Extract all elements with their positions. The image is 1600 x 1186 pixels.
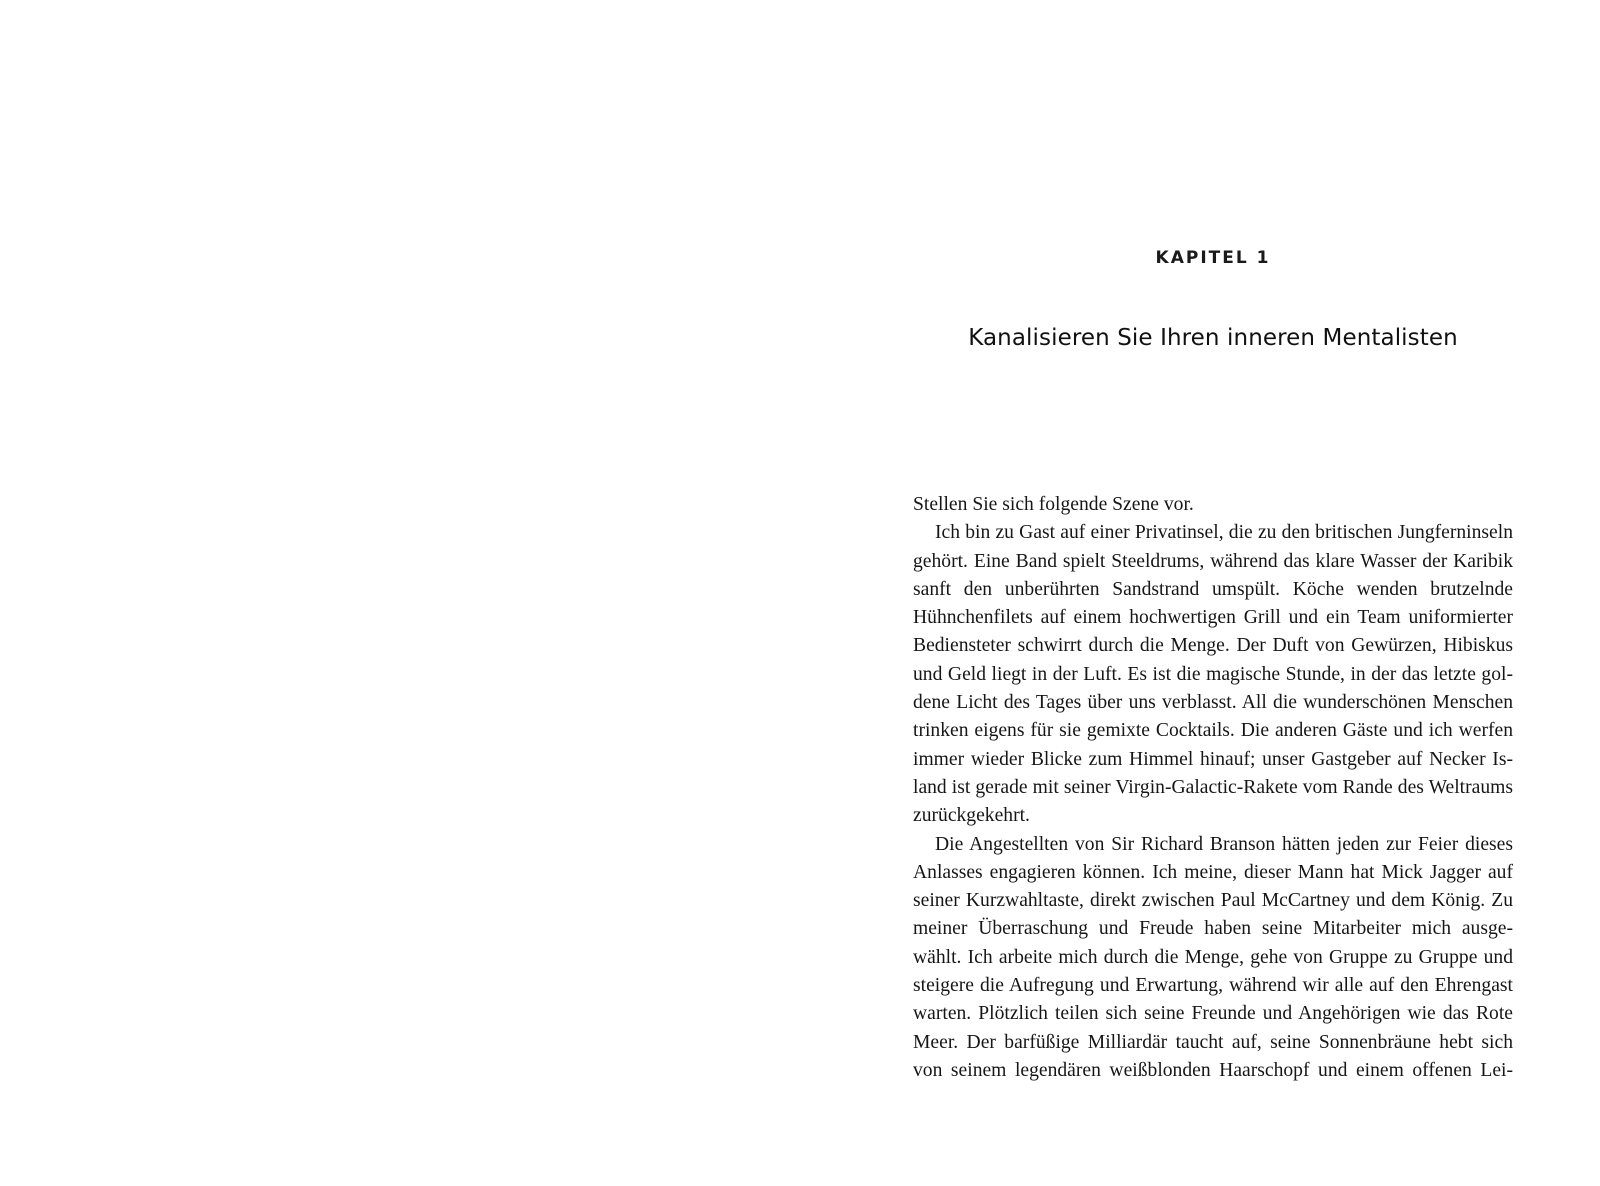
text-line: Ich bin zu Gast auf einer Privatinsel, die zu den britischen Jungferninseln bbox=[935, 522, 1513, 544]
text-line: zurückgekehrt. bbox=[913, 805, 1030, 827]
text-line: land ist gerade mit seiner Virgin-Galactic-Rakete vom Rande des Weltraums bbox=[913, 776, 1513, 798]
text-line: meiner Überraschung und Freude haben seine Mitarbeiter mich ausge- bbox=[913, 918, 1513, 940]
text-line: Bediensteter schwirrt durch die Menge. Der Duft von Gewürzen, Hibiskus bbox=[913, 635, 1513, 657]
text-line: dene Licht des Tages über uns verblasst. All die wunderschönen Menschen bbox=[913, 692, 1513, 714]
text-line: Stellen Sie sich folgende Szene vor. bbox=[913, 494, 1194, 515]
text-line: trinken eigens für sie gemixte Cocktails. Die anderen Gäste und ich werfen bbox=[913, 720, 1513, 742]
text-line: sanft den unberührten Sandstrand umspült. Köche wenden brutzelnde bbox=[913, 578, 1513, 600]
text-line: gehört. Eine Band spielt Steeldrums, während das klare Wasser der Karibik bbox=[913, 550, 1513, 572]
text-line: seiner Kurzwahltaste, direkt zwischen Paul McCartney und dem König. Zu bbox=[913, 890, 1513, 912]
text-line: und Geld liegt in der Luft. Es ist die magische Stunde, in der das letzte gol- bbox=[913, 663, 1513, 685]
text-line: steigere die Aufregung und Erwartung, während wir alle auf den Ehrengast bbox=[913, 975, 1513, 997]
text-line: von seinem legendären weißblonden Haarschopf und einem offenen Lei- bbox=[913, 1059, 1513, 1081]
text-line: wählt. Ich arbeite mich durch die Menge, gehe von Gruppe zu Gruppe und bbox=[913, 946, 1513, 968]
chapter-body-text bbox=[913, 491, 1513, 1085]
text-line: Anlasses engagieren können. Ich meine, dieser Mann hat Mick Jagger auf bbox=[913, 861, 1513, 883]
text-line: Die Angestellten von Sir Richard Branson hätten jeden zur Feier dieses bbox=[935, 833, 1513, 855]
chapter-title: Kanalisieren Sie Ihren inneren Mentalisten bbox=[968, 325, 1458, 351]
text-line: Meer. Der barfüßige Milliardär taucht auf, seine Sonnenbräune hebt sich bbox=[913, 1031, 1513, 1053]
chapter-label: KAPITEL 1 bbox=[1155, 248, 1271, 268]
text-line: Hühnchenfilets auf einem hochwertigen Grill und ein Team uniformierter bbox=[913, 607, 1513, 629]
text-line: immer wieder Blicke zum Himmel hinauf; unser Gastgeber auf Necker Is- bbox=[913, 748, 1513, 770]
right-page bbox=[800, 0, 1600, 1186]
text-line: warten. Plötzlich teilen sich seine Freunde und Angehörigen wie das Rote bbox=[913, 1003, 1513, 1025]
